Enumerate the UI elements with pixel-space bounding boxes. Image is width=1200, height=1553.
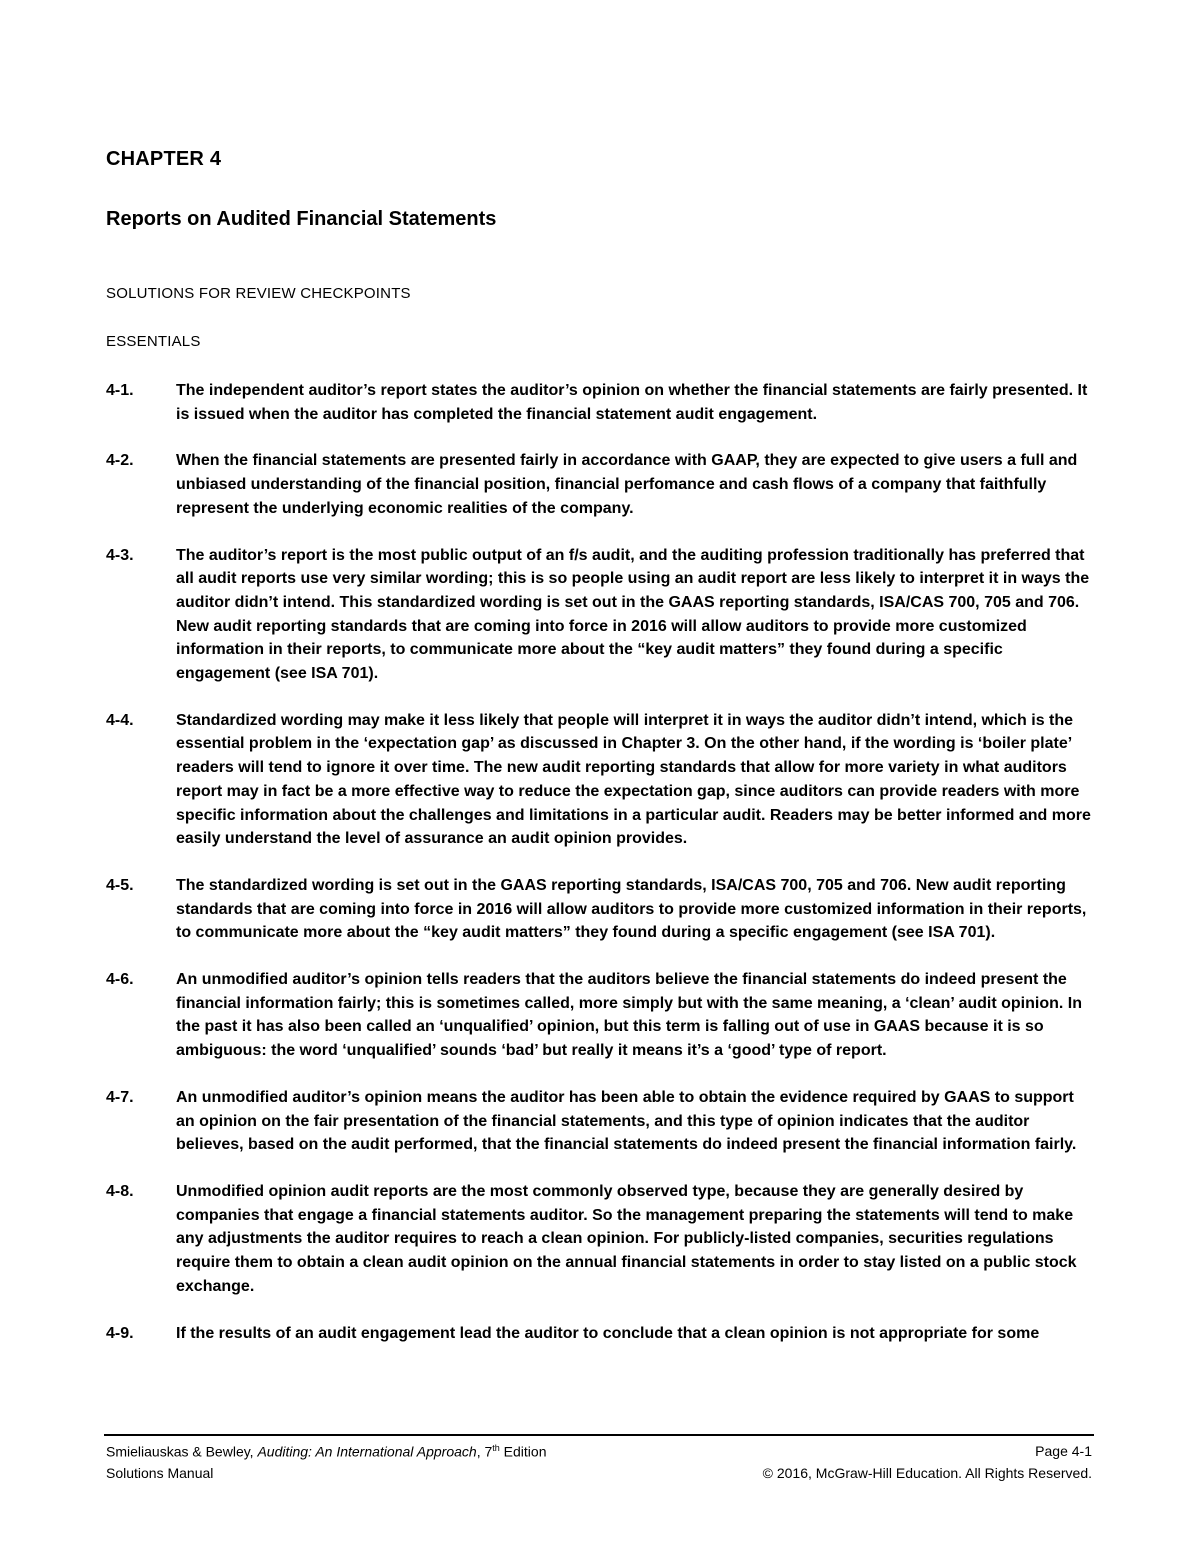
chapter-title: Reports on Audited Financial Statements	[106, 208, 497, 230]
checkpoint-item-4-3	[106, 544, 1096, 686]
checkpoint-number: 4-9.	[106, 1324, 134, 1342]
footer-book-title: Auditing: An International Approach	[257, 1443, 477, 1460]
checkpoint-list	[106, 379, 1096, 1368]
footer-manual: Solutions Manual	[106, 1465, 214, 1481]
checkpoint-number: 4-5.	[106, 876, 134, 894]
checkpoint-item-4-8	[106, 1180, 1096, 1299]
section-heading: SOLUTIONS FOR REVIEW CHECKPOINTS	[106, 285, 411, 302]
checkpoint-number: 4-4.	[106, 711, 134, 729]
checkpoint-number: 4-1.	[106, 382, 134, 399]
chapter-heading: CHAPTER 4	[106, 148, 222, 170]
checkpoint-item-4-1	[106, 379, 1096, 426]
footer-edition-sep: , 7	[476, 1443, 493, 1460]
checkpoint-item-4-2	[106, 449, 1096, 520]
checkpoint-item-4-4	[106, 709, 1096, 851]
checkpoint-text: An unmodified auditor’s opinion means the auditor has been able to obtain the evidence required by GAAS to support an opinion on the fair presentation of the financial statements, and this type of opinion indicates that the auditor believes, based on the audit performed, that the financial statements do indeed present the financial information fairly.	[176, 1088, 1077, 1154]
footer-edition-suffix: Edition	[499, 1443, 547, 1460]
checkpoint-number: 4-3.	[106, 546, 134, 564]
checkpoint-number: 4-2.	[106, 452, 134, 470]
checkpoint-number: 4-8.	[106, 1182, 134, 1200]
checkpoint-text: The independent auditor’s report states the auditor’s opinion on whether the financial statements are fairly presented. It is issued when the auditor has completed the financial statement audit engagement.	[176, 382, 1088, 423]
checkpoint-item-4-6	[106, 968, 1096, 1063]
checkpoint-item-4-7	[106, 1086, 1096, 1157]
footer-page-number: Page 4-1	[1035, 1443, 1092, 1459]
footer-line-2	[106, 1465, 1092, 1481]
footer-divider	[104, 1434, 1094, 1436]
checkpoint-text: An unmodified auditor’s opinion tells readers that the auditors believe the financial statements do indeed present the financial information fairly; this is sometimes called, more simply but with the same meaning, a ‘clean’ audit opinion. In the past it has also been called an ‘unqualified’ opinion, but this term is falling out of use in GAAS because it is so ambiguous: the word ‘unqualified’ sounds ‘bad’ but really it means it’s a ‘good’ type of report.	[176, 971, 1082, 1060]
footer-citation	[106, 1443, 547, 1460]
checkpoint-text: When the financial statements are presented fairly in accordance with GAAP, they are expected to give users a full and unbiased understanding of the financial position, financial perfomance and cash flows of a company that faithfully represent the underlying economic realities of the company.	[176, 452, 1078, 517]
checkpoint-item-4-9	[106, 1322, 1096, 1346]
checkpoint-text: The standardized wording is set out in the GAAS reporting standards, ISA/CAS 700, 705 and 706. New audit reporting standards that are coming into force in 2016 will allow auditors to provide more customized information in their reports, to communicate more about the “key audit matters” they found during a specific engagement (see ISA 701).	[176, 876, 1087, 942]
checkpoint-text: Unmodified opinion audit reports are the most commonly observed type, because they are generally desired by companies that engage a financial statements auditor. So the management preparing the statements will tend to make any adjustments the auditor requires to reach a clean opinion. For publicly-listed companies, securities regulations require them to obtain a clean audit opinion on the annual financial statements in order to stay listed on a public stock exchange.	[176, 1182, 1077, 1295]
checkpoint-number: 4-7.	[106, 1088, 134, 1106]
checkpoint-text: If the results of an audit engagement lead the auditor to conclude that a clean opinion is not appropriate for some	[176, 1324, 1040, 1342]
footer-line-1	[106, 1443, 1092, 1460]
subsection-heading: ESSENTIALS	[106, 333, 201, 350]
checkpoint-text: The auditor’s report is the most public output of an f/s audit, and the auditing profession traditionally has preferred that all audit reports use very similar wording; this is so people using an audit report are less likely to interpret it in ways the auditor didn’t intend. This standardized wording is set out in the GAAS reporting standards, ISA/CAS 700, 705 and 706. New audit reporting standards that are coming into force in 2016 will allow auditors to provide more customized information in their reports, to communicate more about the “key audit matters” they found during a specific engagement (see ISA 701).	[176, 546, 1090, 683]
checkpoint-number: 4-6.	[106, 971, 134, 989]
footer-copyright: © 2016, McGraw-Hill Education. All Rights Reserved.	[762, 1465, 1092, 1481]
footer-edition-sup: th	[492, 1443, 500, 1453]
checkpoint-item-4-5	[106, 874, 1096, 945]
checkpoint-text: Standardized wording may make it less likely that people will interpret it in ways the auditor didn’t intend, which is the essential problem in the ‘expectation gap’ as discussed in Chapter 3. On the other hand, if the wording is ‘boiler plate’ readers will tend to ignore it over time. The new audit reporting standards that allow for more variety in what auditors report may in fact be a more effective way to reduce the expectation gap, since auditors can provide readers with more specific information about the challenges and limitations in a particular audit. Readers may be better informed and more easily understand the level of assurance an audit opinion provides.	[176, 711, 1091, 848]
footer-authors: Smieliauskas & Bewley,	[106, 1443, 258, 1460]
